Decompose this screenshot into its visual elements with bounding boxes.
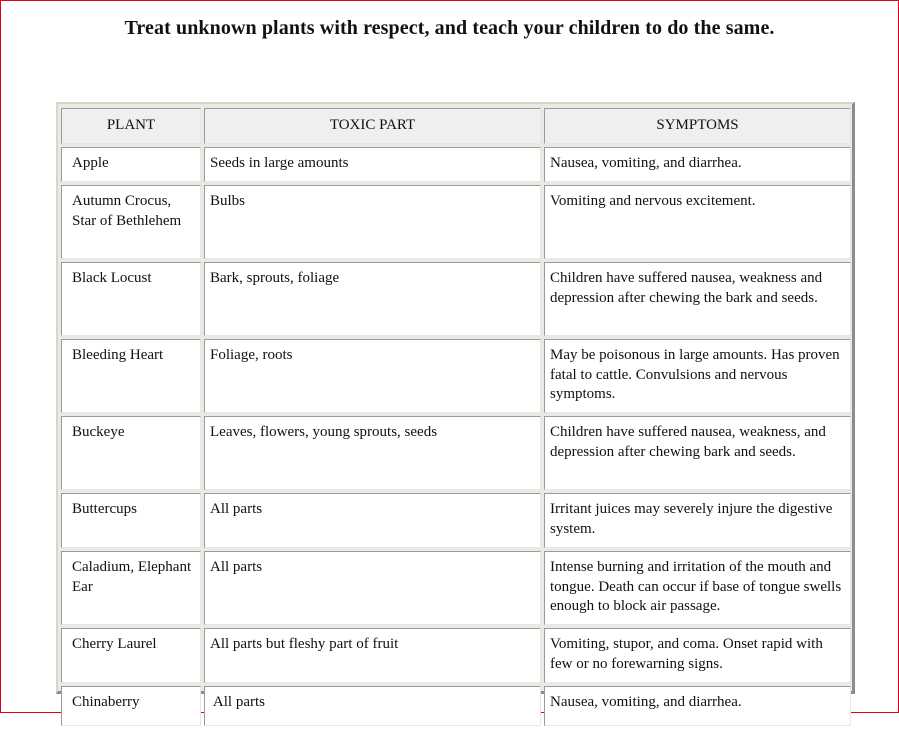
toxic-part-cell: Bulbs [204,185,541,259]
toxic-part-cell: All parts [204,686,541,726]
table-row [61,416,851,490]
column-header-toxic-part: TOXIC PART [204,108,541,144]
symptoms-cell: Children have suffered nausea, weakness, and depression after chewing bark and seeds. [544,416,851,490]
table-row [61,628,851,683]
symptoms-cell: Intense burning and irritation of the mouth and tongue. Death can occur if base of tongue swells enough to block air passage. [544,551,851,625]
symptoms-cell: May be poisonous in large amounts. Has proven fatal to cattle. Convulsions and nervous symptoms. [544,339,851,413]
table-row [61,262,851,336]
table-row [61,686,851,726]
table-row [61,339,851,413]
table-row [61,551,851,625]
toxic-part-cell: All parts [204,551,541,625]
plant-cell: Buckeye [61,416,201,490]
table-row [61,147,851,182]
toxic-part-cell: Leaves, flowers, young sprouts, seeds [204,416,541,490]
symptoms-cell: Nausea, vomiting, and diarrhea. [544,686,851,726]
plant-cell: Bleeding Heart [61,339,201,413]
symptoms-cell: Vomiting and nervous excitement. [544,185,851,259]
symptoms-cell: Irritant juices may severely injure the digestive system. [544,493,851,548]
table-row [61,493,851,548]
symptoms-cell: Nausea, vomiting, and diarrhea. [544,147,851,182]
page-headline: Treat unknown plants with respect, and teach your children to do the same. [124,17,775,39]
table-row [61,185,851,259]
plant-cell: Apple [61,147,201,182]
toxic-part-cell: Foliage, roots [204,339,541,413]
column-header-plant: PLANT [61,108,201,144]
plant-cell: Caladium, Elephant Ear [61,551,201,625]
toxic-part-cell: Bark, sprouts, foliage [204,262,541,336]
toxic-part-cell: All parts [204,493,541,548]
table-header-row [61,108,851,144]
plant-cell: Autumn Crocus, Star of Bethlehem [61,185,201,259]
toxic-part-cell: Seeds in large amounts [204,147,541,182]
symptoms-cell: Vomiting, stupor, and coma. Onset rapid with few or no forewarning signs. [544,628,851,683]
symptoms-cell: Children have suffered nausea, weakness and depression after chewing the bark and seeds. [544,262,851,336]
plant-cell: Cherry Laurel [61,628,201,683]
toxic-part-cell: All parts but fleshy part of fruit [204,628,541,683]
plant-cell: Buttercups [61,493,201,548]
plant-cell: Black Locust [61,262,201,336]
toxic-plants-table [58,105,854,729]
plant-cell: Chinaberry [61,686,201,726]
toxic-plants-table-container [56,102,855,710]
column-header-symptoms: SYMPTOMS [544,108,851,144]
